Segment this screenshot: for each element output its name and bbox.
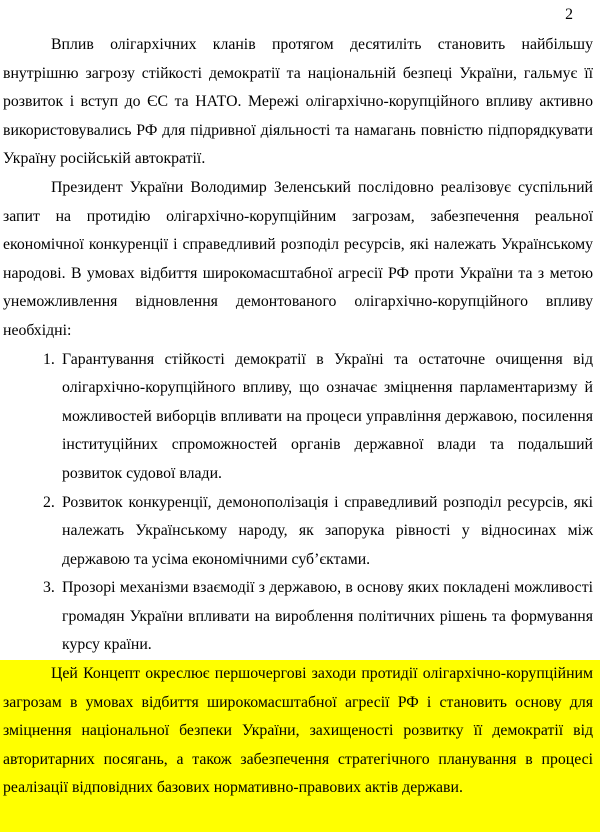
highlighted-section: [0, 660, 600, 832]
list-item-text: Прозорі механізми взаємодії з державою, в основу яких покладені можливості громадян України впливати на вироблення політичних рішень та формування курсу країни.: [62, 579, 593, 654]
list-item: [3, 489, 593, 575]
list-item-number: 2.: [43, 493, 55, 511]
list-item: [3, 574, 593, 660]
list-item: [3, 346, 593, 489]
document-body: [0, 25, 600, 660]
list-item-number: 1.: [43, 350, 55, 368]
list-item-number: 3.: [43, 579, 55, 597]
numbered-list: [3, 346, 593, 661]
paragraph-president-response: Президент України Володимир Зеленський послідовно реалізовує суспільний запит на протидію олігархічно-корупційним загрозам, забезпечення реальної економічної конкуренції і справедливий розподіл ресурсів, які належать Українському народові. В умовах відбиття широкомасштабної агресії РФ проти України та з метою унеможливлення відновлення демонтованого олігархічно-корупційного впливу необхідні:: [3, 178, 593, 339]
page-header: [0, 0, 600, 25]
list-item-text: Розвиток конкуренції, демонополізація і справедливий розподіл ресурсів, які належать Українському народу, як запорука рівності у відносинах між державою та усіма економічними суб’єктами.: [62, 493, 593, 568]
list-item-text: Гарантування стійкості демократії в Україні та остаточне очищення від олігархічно-корупційного впливу, що означає зміцнення парламентаризму й можливостей виборців впливати на процеси управління державою, посилення інституційних спроможностей органів державної влади та подальший розвиток судової влади.: [62, 350, 593, 482]
paragraph-oligarch-influence: Вплив олігархічних кланів протягом десятиліть становить найбільшу внутрішню загрозу стійкості демократії та національній безпеці України, гальмує її розвиток і вступ до ЄС та НАТО. Мережі олігархічно-корупційного впливу активно використовувались РФ для підривної діяльності та намагань повністю підпорядкувати Україну російській автократії.: [3, 36, 593, 168]
page-number: 2: [565, 6, 573, 23]
highlighted-paragraph: Цей Концепт окреслює першочергові заходи протидії олігархічно-корупційним загрозам в умовах відбиття широкомасштабної агресії РФ і становить основу для зміцнення національної безпеки України, захищеності розвитку її демократії від авторитарних посягань, а також забезпечення стратегічного планування в процесі реалізації відповідних базових нормативно-правових актів держави.: [3, 665, 593, 797]
